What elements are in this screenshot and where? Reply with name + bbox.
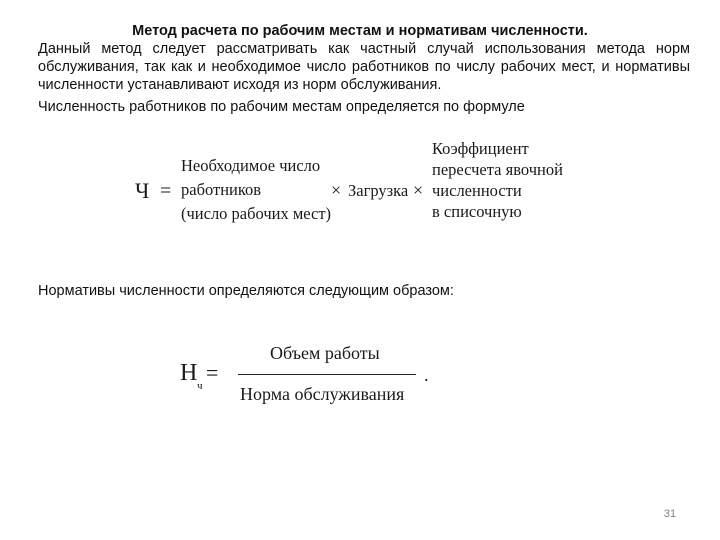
norms-paragraph: Нормативы численности определяются следующим образом:	[38, 283, 454, 299]
intro-paragraph: Данный метод следует рассматривать как частный случай использования метода норм обслуживания, так как и необходимое число работников по числу рабочих мест, и нормативы численности устанавливают исходя из норм обслуживания.	[38, 41, 690, 93]
formula1-workers-line: Необходимое число	[181, 156, 321, 175]
formula1-multiply-sign: ×	[413, 180, 424, 200]
formula2-equals: =	[206, 360, 219, 385]
formula-intro-paragraph: Численность работников по рабочим местам определяется по формуле	[38, 99, 525, 115]
formula2-numerator: Объем работы	[270, 343, 380, 363]
fraction-bar	[238, 374, 416, 375]
formula1-workers-line: работников	[181, 180, 262, 199]
formula1-lhs: Ч	[135, 178, 150, 203]
formula1-coefficient-line: в списочную	[432, 202, 522, 221]
formula1-workers-line: (число рабочих мест)	[181, 204, 332, 223]
formula1-equals: =	[160, 180, 172, 202]
formula1-multiply-sign: ×	[331, 180, 342, 200]
formula1-coefficient-line: Коэффициент	[432, 139, 529, 158]
formula1-coefficient-line: пересчета явочной	[432, 160, 563, 179]
formula2-subscript: ч	[197, 380, 203, 392]
formula2-terminator: .	[424, 365, 429, 385]
formula1-load-term: Загрузка	[348, 181, 409, 200]
formula1-coefficient-line: численности	[432, 181, 522, 200]
slide-title: Метод расчета по рабочим местам и нормативам численности.	[132, 23, 588, 39]
formula2-lhs: Н	[180, 360, 198, 386]
formula2-denominator: Норма обслуживания	[240, 384, 405, 404]
page-number: 31	[663, 508, 677, 520]
